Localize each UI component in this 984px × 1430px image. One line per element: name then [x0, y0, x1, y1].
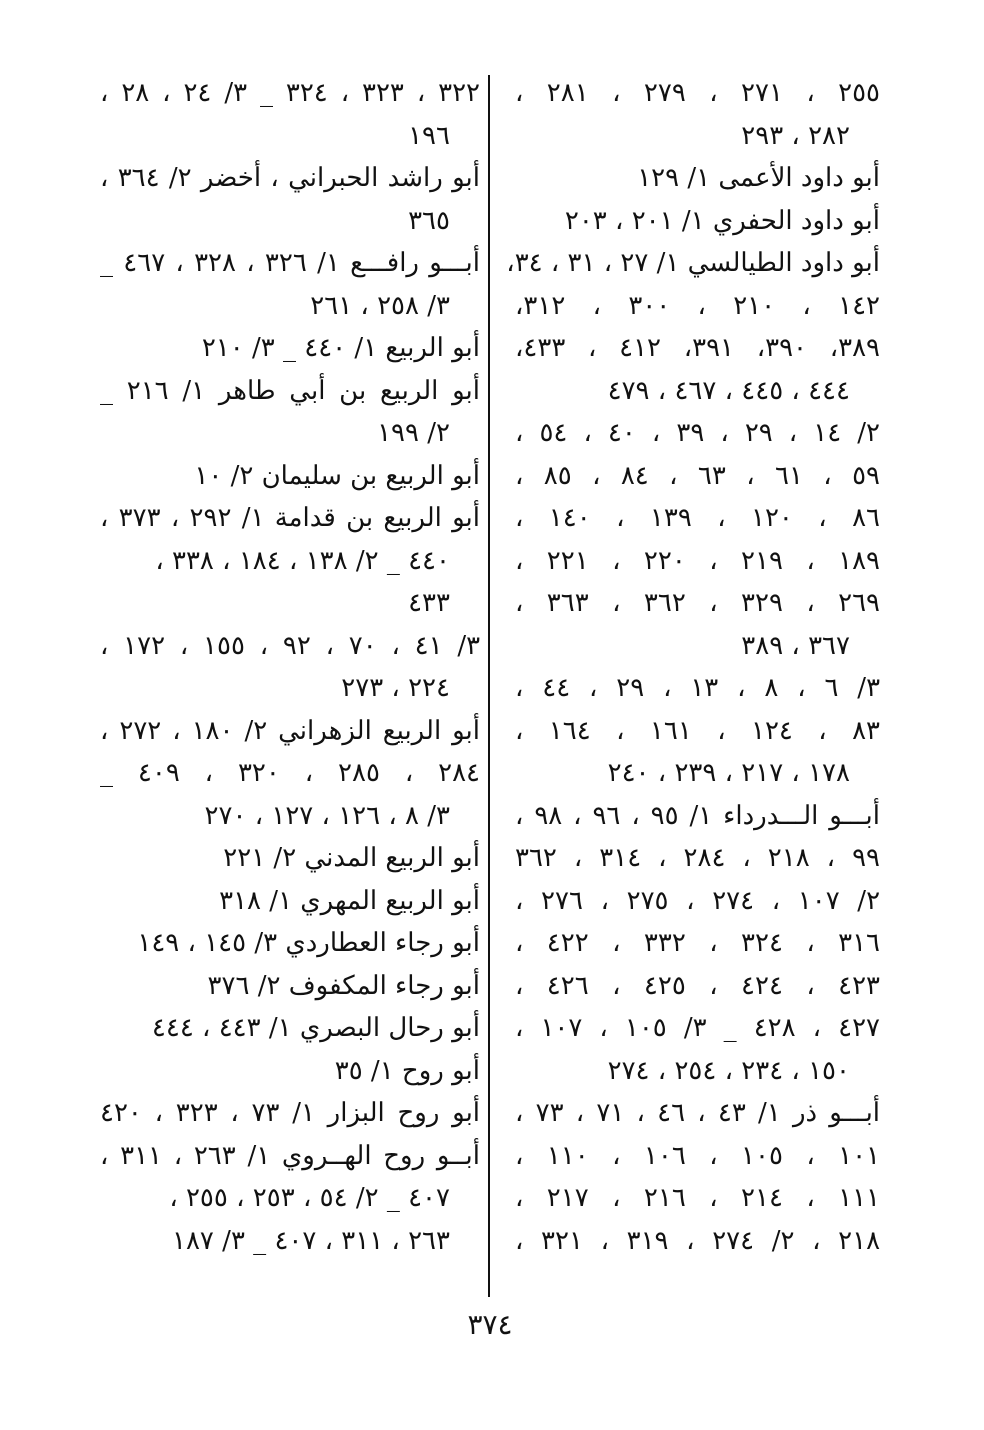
index-entry: أبو رجاء العطاردي ٣/ ١٤٥ ، ١٤٩	[137, 928, 480, 958]
index-line: ١٥٠ ، ٢٣٤ ، ٢٥٤ ، ٢٧٤	[607, 1055, 850, 1086]
index-entry: أبو الربيع بن سليمان ٢/ ١٠	[194, 460, 480, 491]
index-line: ٢/ ١٤ ، ٢٩ ، ٣٩ ، ٤٠ ، ٥٤ ،	[515, 418, 880, 448]
index-line: ٣/ ٦ ، ٨ ، ١٣ ، ٢٩ ، ٤٤ ،	[515, 673, 881, 703]
index-entry: أبو داود الحفري ١/ ٢٠١ ، ٢٠٣	[564, 205, 880, 236]
index-entry: أبو الربيع المدني ٢/ ٢٢١	[223, 843, 480, 873]
index-line: ١٤٢ ، ٢١٠ ، ٣٠٠ ، ٣١٢،	[515, 290, 881, 321]
index-line: ٨٦ ، ١٢٠ ، ١٣٩ ، ١٤٠ ،	[515, 503, 881, 533]
index-line: ٢/ ١٠٧ ، ٢٧٤ ، ٢٧٥ ، ٢٧٦ ،	[515, 885, 881, 916]
index-entry: أبو الربيع المهري ١/ ٣١٨	[219, 885, 480, 916]
index-line: ٢٥٥ ، ٢٧١ ، ٢٧٩ ، ٢٨١ ،	[515, 78, 881, 108]
index-line: ٤٢٣ ، ٤٢٤ ، ٤٢٥ ، ٤٢٦ ،	[515, 970, 881, 1001]
index-line: ٤٠٧ _ ٢/ ٥٤ ، ٢٥٣ ، ٢٥٥ ،	[169, 1183, 450, 1213]
index-line: ٤٣٣	[408, 588, 450, 618]
index-line: ٣١٦ ، ٣٢٤ ، ٣٣٢ ، ٤٢٢ ،	[515, 928, 881, 958]
column-divider	[488, 75, 490, 1297]
index-line: ٣٢٢ ، ٣٢٣ ، ٣٢٤ _ ٣/ ٢٤ ، ٢٨ ،	[100, 78, 481, 108]
index-line: ٢٢٤ ، ٢٧٣	[341, 673, 450, 703]
index-line: أبـــو ذر ١/ ٤٣ ، ٤٦ ، ٧١ ، ٧٣ ،	[515, 1098, 881, 1128]
index-line: ٣٦٥	[408, 205, 450, 236]
index-line: أبو راشد الحبراني ، أخضر ٢/ ٣٦٤ ،	[100, 163, 481, 193]
index-line: ٤٢٧ ، ٤٢٨ _ ٣/ ١٠٥ ، ١٠٧ ،	[515, 1013, 881, 1043]
index-line: ١٧٨ ، ٢١٧ ، ٢٣٩ ، ٢٤٠	[607, 758, 850, 788]
index-line: ٩٩ ، ٢١٨ ، ٢٨٤ ، ٣١٤ ، ٣٦٢	[515, 843, 880, 873]
index-line: ٢٦٣ ، ٣١١ ، ٤٠٧ _ ٣/ ١٨٧	[172, 1225, 450, 1256]
index-line: ١٨٩ ، ٢١٩ ، ٢٢٠ ، ٢٢١ ،	[515, 545, 881, 576]
index-line: ٢٦٩ ، ٣٢٩ ، ٣٦٢ ، ٣٦٣ ،	[515, 588, 881, 618]
index-line: ١٠١ ، ١٠٥ ، ١٠٦ ، ١١٠ ،	[515, 1140, 881, 1171]
index-line: ٣/ ٢٥٨ ، ٢٦١	[310, 290, 450, 321]
index-line: أبو الربيع الزهراني ٢/ ١٨٠ ، ٢٧٢ ،	[100, 715, 481, 746]
left-column	[100, 72, 480, 1262]
index-line: أبو داود الطيالسي ١/ ٢٧ ، ٣١ ، ٣٤،	[506, 248, 880, 278]
index-line: ٣٨٩، ٣٩٠، ٣٩١، ٤١٢ ، ٤٣٣،	[515, 333, 881, 363]
index-line: ٤٤٠ _ ٢/ ١٣٨ ، ١٨٤ ، ٣٣٨ ،	[155, 545, 450, 576]
index-line: ٥٩ ، ٦١ ، ٦٣ ، ٨٤ ، ٨٥ ،	[515, 460, 881, 491]
index-line: ٨٣ ، ١٢٤ ، ١٦١ ، ١٦٤ ،	[515, 715, 881, 746]
index-line: أبـــو الـــدرداء ١/ ٩٥ ، ٩٦ ، ٩٨ ،	[515, 800, 881, 831]
index-line: ٣/ ٤١ ، ٧٠ ، ٩٢ ، ١٥٥ ، ١٧٢ ،	[100, 630, 481, 661]
index-line: ٢٨٢ ، ٢٩٣	[741, 120, 850, 151]
index-line: أبو روح البزار ١/ ٧٣ ، ٣٢٣ ، ٤٢٠	[100, 1098, 481, 1128]
index-entry: أبو الربيع ١/ ٤٤٠ _ ٣/ ٢١٠	[201, 333, 480, 363]
index-line: ١١١ ، ٢١٤ ، ٢١٦ ، ٢١٧ ،	[515, 1183, 881, 1213]
index-entry: أبو داود الأعمى ١/ ١٢٩	[637, 163, 880, 193]
index-line: ١٩٦	[408, 120, 450, 151]
index-entry: أبو رجاء المكفوف ٢/ ٣٧٦	[207, 970, 480, 1001]
index-line: أبــو روح الهــروي ١/ ٢٦٣ ، ٣١١ ،	[100, 1140, 480, 1171]
index-line: ٢١٨ ، ٢/ ٢٧٤ ، ٣١٩ ، ٣٢١ ،	[515, 1225, 881, 1256]
index-line: أبو الربيع بن قدامة ١/ ٢٩٢ ، ٣٧٣ ،	[100, 503, 481, 533]
page-number: ٣٧٤	[467, 1308, 513, 1341]
index-line: ٣٦٧ ، ٣٨٩	[741, 630, 850, 661]
index-line: أبو الربيع بن أبي طاهر ١/ ٢١٦ _	[100, 375, 480, 406]
index-line: ٢٨٤ ، ٢٨٥ ، ٣٢٠ ، ٤٠٩ _	[100, 758, 481, 788]
index-line: ٣/ ٨ ، ١٢٦ ، ١٢٧ ، ٢٧٠	[204, 800, 450, 831]
index-line: ٤٤٤ ، ٤٤٥ ، ٤٦٧ ، ٤٧٩	[607, 375, 850, 406]
index-entry: أبو رحال البصري ١/ ٤٤٣ ، ٤٤٤	[151, 1013, 480, 1043]
index-line: أبـــو رافـــع ١/ ٣٢٦ ، ٣٢٨ ، ٤٦٧ _	[100, 248, 480, 278]
right-column	[506, 72, 881, 1262]
index-entry: أبو روح ١/ ٣٥	[334, 1055, 480, 1086]
index-line: ٢/ ١٩٩	[377, 418, 450, 448]
